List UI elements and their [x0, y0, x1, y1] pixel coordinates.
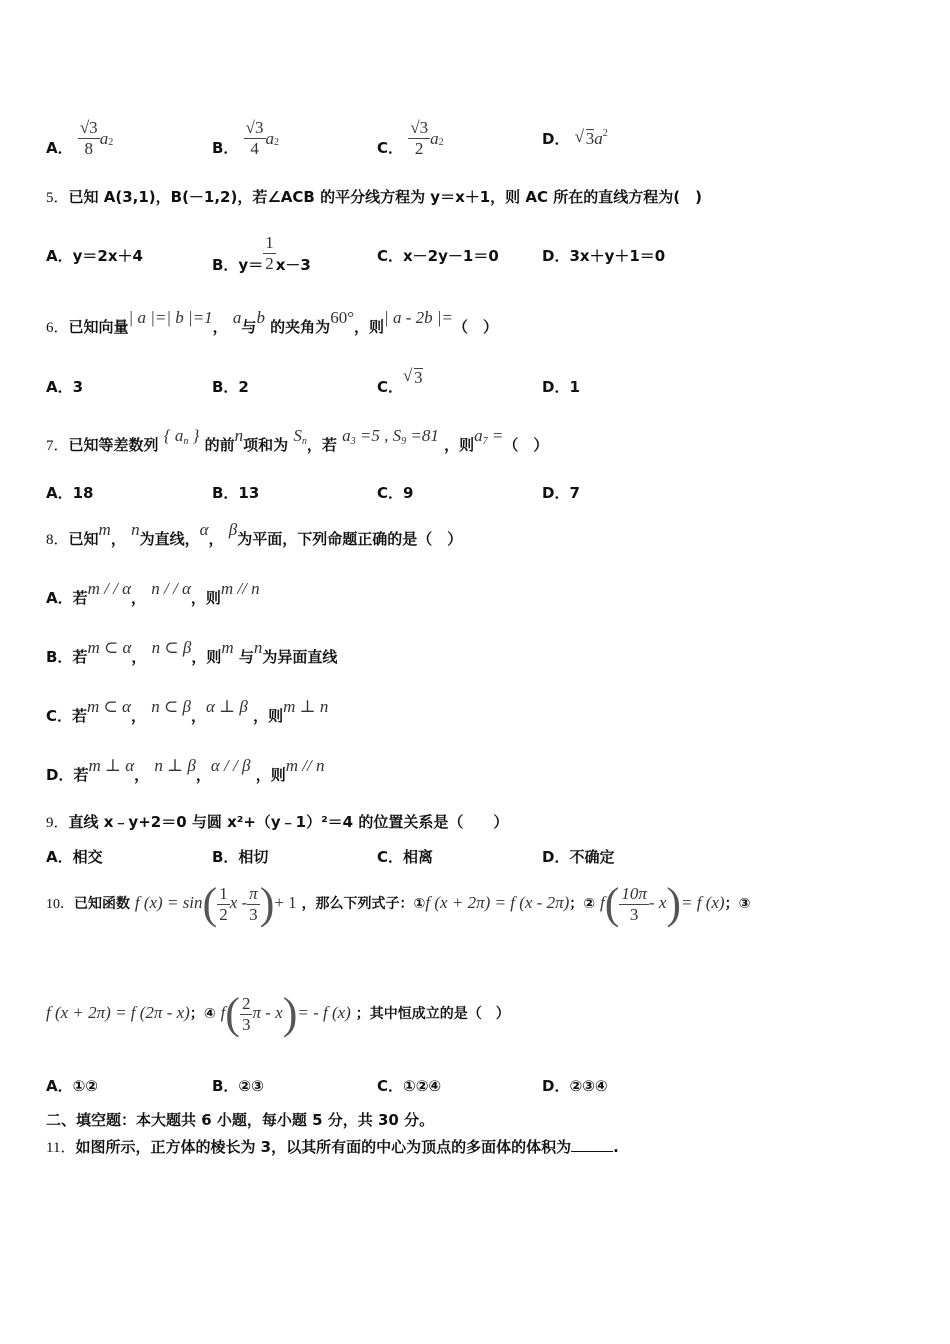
- fraction: $\frac{\pi}{3}$: [249, 883, 258, 924]
- question-7: 7．已知等差数列 { $a_n$ } 的前n项和为 $S_n$，若 $a_3 =5$ , $S_9 =81$ ，则$a_7$ =（ ）: [46, 426, 549, 454]
- q10-option-a[interactable]: A．①②: [46, 1077, 99, 1095]
- sqrt: √ 3: [575, 129, 595, 149]
- q5-option-a[interactable]: A．y＝2x＋4: [46, 247, 143, 265]
- fraction: $\frac{2}{3}$: [241, 993, 251, 1034]
- q6-option-b[interactable]: B．2: [212, 378, 249, 396]
- q8-option-c[interactable]: C．若m ⊂ α， n ⊂ β，α ⊥ β ，则m ⊥ n: [46, 697, 329, 725]
- q6-option-d[interactable]: D．1: [542, 378, 580, 396]
- fraction: $\frac{√3}{2}$: [410, 118, 429, 158]
- q7-option-b[interactable]: B．13: [212, 484, 260, 502]
- fraction: $\frac{1}{2}$: [219, 883, 228, 924]
- q5-option-c[interactable]: C．x－2y－1＝0: [377, 247, 499, 265]
- q4-option-c[interactable]: C． $\frac{√3}{2}$ $a^2$: [377, 118, 444, 158]
- fraction: $\frac{10\pi}{3}$: [621, 883, 647, 924]
- q10-option-d[interactable]: D．②③④: [542, 1077, 608, 1095]
- q8-option-d[interactable]: D．若m ⊥ α， n ⊥ β，α / / β ，则m // n: [46, 756, 325, 784]
- question-8: 8．已知m， n为直线，α， β为平面，下列命题正确的是（ ）: [46, 520, 463, 548]
- q9-option-b[interactable]: B．相切: [212, 848, 269, 866]
- question-11: 11．如图所示，正方体的棱长为 3，以其所有面的中心为顶点的多面体的体积为 .: [46, 1138, 619, 1156]
- q7-option-a[interactable]: A．18: [46, 484, 94, 502]
- q5-option-b[interactable]: B．y＝ $\frac{1}{2}$ x－3: [212, 233, 311, 274]
- question-9: 9．直线 x﹣y+2＝0 与圆 x²+（y﹣1）²＝4 的位置关系是（ ）: [46, 813, 509, 831]
- question-5: 5．已知 A(3,1)，B(－1,2)，若∠ACB 的平分线方程为 y＝x＋1，则 AC 所在的直线方程为( ): [46, 188, 702, 206]
- q6-option-a[interactable]: A．3: [46, 378, 84, 396]
- q8-option-b[interactable]: B．若m ⊂ α， n ⊂ β，则m 与n为异面直线: [46, 638, 338, 666]
- question-10-cont: f (x + 2π) = f (2π - x)；④ f( $\frac{2}{3}$ π - x)= - f (x) ；其中恒成立的是（ ）: [46, 989, 510, 1038]
- q10-option-c[interactable]: C．①②④: [377, 1077, 442, 1095]
- q10-option-b[interactable]: B．②③: [212, 1077, 264, 1095]
- option-label: A．: [46, 139, 73, 157]
- fraction: $\frac{√3}{8}$: [79, 118, 98, 158]
- fraction: $\frac{√3}{4}$: [245, 118, 264, 158]
- q9-option-d[interactable]: D．不确定: [542, 848, 615, 866]
- q8-option-a[interactable]: A．若m / / α， n / / α，则m // n: [46, 579, 260, 607]
- option-label: B．: [212, 139, 239, 157]
- fraction: $\frac{1}{2}$: [265, 233, 274, 273]
- q4-option-a[interactable]: A． $\frac{√3}{8}$ $a^2$: [46, 118, 114, 158]
- q4-option-d[interactable]: D． √ $3a^2$: [542, 128, 608, 149]
- option-label: D．: [542, 130, 570, 148]
- answer-blank[interactable]: [571, 1151, 613, 1152]
- question-6: 6．已知向量| a |=| b |=1， a与b 的夹角为60°，则| a - 2b |=（ ）: [46, 308, 499, 336]
- sqrt: √ 3: [403, 368, 423, 388]
- q9-option-c[interactable]: C．相离: [377, 848, 434, 866]
- question-10: 10．已知函数 f (x) = sin( $\frac{1}{2}$ x - $\frac{\pi}{3}$ )+ 1 ，那么下列式子：①f (x + 2π) = f (x - 2π)；② f( $\frac{10\pi}{3}$ - x)= f (x)；③: [46, 879, 751, 928]
- q7-option-c[interactable]: C．9: [377, 484, 414, 502]
- q5-option-d[interactable]: D．3x＋y＋1＝0: [542, 247, 666, 265]
- q9-option-a[interactable]: A．相交: [46, 848, 103, 866]
- q7-option-d[interactable]: D．7: [542, 484, 580, 502]
- q4-option-b[interactable]: B． $\frac{√3}{4}$ $a^2$: [212, 118, 280, 158]
- section-heading: 二、填空题：本大题共 6 小题，每小题 5 分，共 30 分。: [46, 1111, 435, 1129]
- q6-option-c[interactable]: C．√ 3: [377, 376, 423, 397]
- option-label: C．: [377, 139, 404, 157]
